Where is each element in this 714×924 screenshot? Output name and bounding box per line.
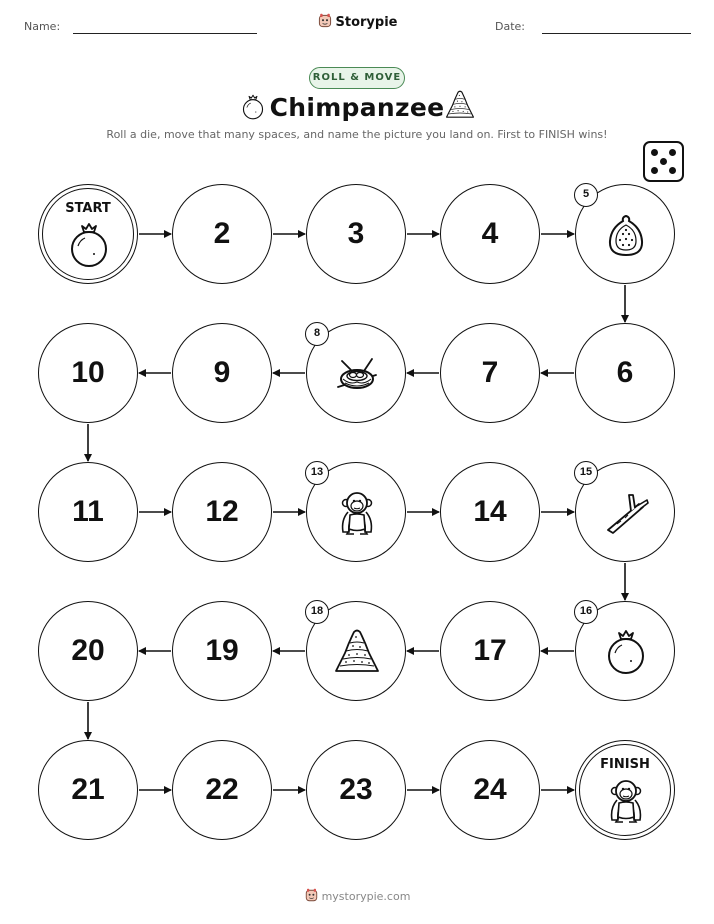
space-number: 6 <box>616 356 634 389</box>
board-space-4 <box>440 184 540 284</box>
space-number: 17 <box>473 634 507 667</box>
board-space-12 <box>172 462 272 562</box>
board-space-11 <box>38 462 138 562</box>
board-space-22 <box>172 740 272 840</box>
board-space-1 <box>38 184 138 284</box>
space-number: 24 <box>473 773 507 806</box>
board-space-19 <box>172 601 272 701</box>
space-number: 4 <box>481 217 499 250</box>
board-space-6 <box>575 323 675 423</box>
space-number: 11 <box>72 495 104 528</box>
board-space-7 <box>440 323 540 423</box>
space-number: 3 <box>347 217 365 250</box>
space-number: 23 <box>339 773 373 806</box>
board-space-23 <box>306 740 406 840</box>
stick-icon <box>601 488 651 538</box>
space-number-badge: 16 <box>574 600 598 624</box>
termite-mound-icon <box>332 627 382 677</box>
board-space-15 <box>575 462 675 562</box>
game-type-badge: ROLL & MOVE <box>309 67 405 89</box>
board-space-17 <box>440 601 540 701</box>
storypie-logo-icon <box>304 888 319 903</box>
pomegranate-icon <box>64 220 114 270</box>
board-space-16 <box>575 601 675 701</box>
space-number: 12 <box>205 495 239 528</box>
board-space-13 <box>306 462 406 562</box>
board-space-14 <box>440 462 540 562</box>
nest-icon <box>332 349 382 399</box>
instructions: Roll a die, move that many spaces, and name the picture you land on. First to FINISH wins! <box>106 128 608 141</box>
space-number-badge: 13 <box>305 461 329 485</box>
board-space-9 <box>172 323 272 423</box>
space-number-badge: 8 <box>305 322 329 346</box>
brand-name: Storypie <box>335 15 398 30</box>
space-number: 20 <box>71 634 105 667</box>
page-title: Chimpanzee <box>269 93 445 122</box>
space-number-badge: 5 <box>574 183 598 207</box>
board-space-20 <box>38 601 138 701</box>
space-number: 21 <box>71 773 105 806</box>
chimpanzee-icon <box>601 776 651 826</box>
space-number: 2 <box>213 217 231 250</box>
space-number: 9 <box>213 356 231 389</box>
space-number-badge: 15 <box>574 461 598 485</box>
board-space-21 <box>38 740 138 840</box>
board-space-10 <box>38 323 138 423</box>
footer <box>0 888 714 903</box>
board-space-3 <box>306 184 406 284</box>
board-space-25 <box>575 740 675 840</box>
board-space-24 <box>440 740 540 840</box>
pomegranate-icon <box>601 627 651 677</box>
space-number: 22 <box>205 773 239 806</box>
name-label: Name: <box>24 20 61 33</box>
space-number: 10 <box>71 356 105 389</box>
start-label: START <box>65 201 111 216</box>
board-space-2 <box>172 184 272 284</box>
space-number-badge: 18 <box>305 600 329 624</box>
space-number: 14 <box>473 495 507 528</box>
finish-label: FINISH <box>600 757 650 772</box>
space-number: 7 <box>481 356 499 389</box>
chimpanzee-icon <box>332 488 382 538</box>
board-space-8 <box>306 323 406 423</box>
space-number: 19 <box>205 634 239 667</box>
date-label: Date: <box>495 20 525 33</box>
footer-url: mystorypie.com <box>321 890 411 903</box>
board-space-5 <box>575 184 675 284</box>
fig-icon <box>601 210 651 260</box>
board-space-18 <box>306 601 406 701</box>
